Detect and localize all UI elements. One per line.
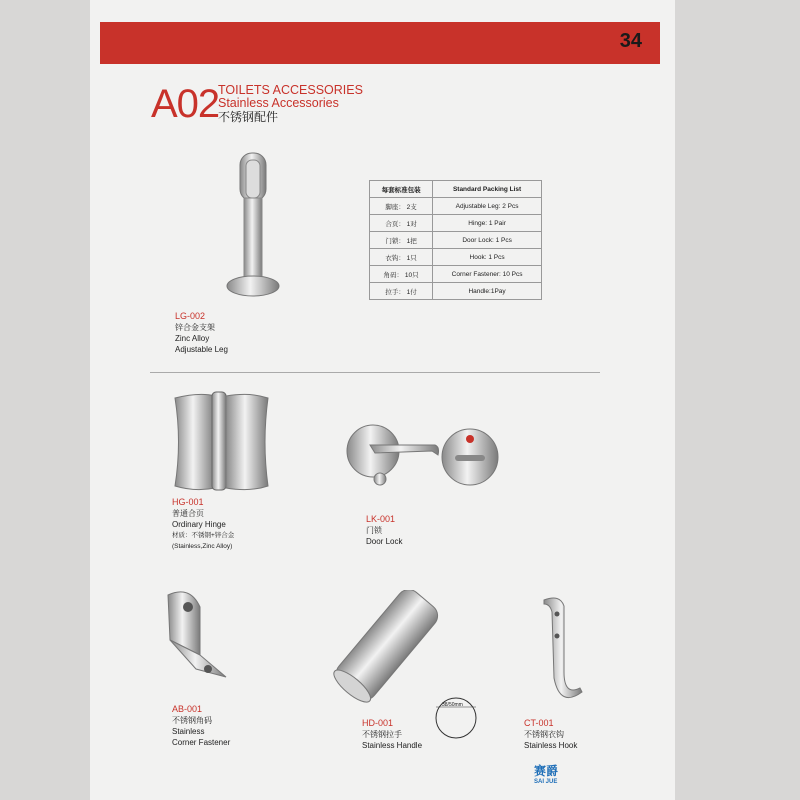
logo-en: SAI JUE [534,779,558,785]
product-cn: 门锁 [366,526,382,535]
page-number: 34 [619,30,642,52]
caption-lg002 [175,311,228,355]
logo-cn: 赛爵 [534,764,559,778]
caption-lk001 [366,514,402,547]
product-desc: Stainless Handle [362,741,423,750]
table-cell: 门锁： 1把 [370,232,433,249]
handle-dimension-label: 38/50mm [442,702,463,708]
product-cn: 不锈钢角码 [172,716,212,725]
title-line-2: Stainless Accessories [218,96,339,110]
handle-image [330,590,440,705]
product-cn: 普通合页 [172,509,204,518]
title-cn: 不锈钢配件 [218,110,279,124]
table-cell: 合页： 1对 [370,215,433,232]
product-cn: 不锈钢衣钩 [524,730,564,739]
table-cell: Hinge: 1 Pair [433,215,542,232]
table-row [370,249,542,266]
table-cell: 脚座： 2支 [370,198,433,215]
table-header-row [370,181,542,198]
product-code: LK-001 [366,514,396,524]
product-cn: 不锈钢拉手 [362,730,402,739]
caption-hg001 [172,497,234,552]
product-code: AB-001 [172,704,203,714]
table-cell: 角码： 10只 [370,266,433,283]
table-header: 每套标准包装 [370,181,433,198]
product-cn: 锌合金支架 [175,323,215,332]
product-desc: 材质：不锈钢+锌合金 [172,532,235,539]
corner-fastener-image [160,585,230,700]
hinge-image [170,390,280,495]
packing-table [369,180,542,300]
product-desc: Door Lock [366,537,403,546]
caption-ab001 [172,704,230,748]
table-row [370,266,542,283]
table-cell: Adjustable Leg: 2 Pcs [433,198,542,215]
table-cell: Corner Fastener: 10 Pcs [433,266,542,283]
brand-logo [534,762,558,785]
table-row [370,198,542,215]
header-bar [100,22,660,64]
product-desc: Adjustable Leg [175,345,228,354]
table-row [370,215,542,232]
product-desc: Stainless [172,727,205,736]
product-desc: Ordinary Hinge [172,520,226,529]
table-header: Standard Packing List [433,181,542,198]
caption-ct001 [524,718,577,751]
product-code: LG-002 [175,311,206,321]
title-line-1: TOILETS ACCESSORIES [218,83,363,97]
table-cell: Handle:1Pay [433,283,542,300]
caption-hd001 [362,718,422,751]
product-desc: Zinc Alloy [175,334,210,343]
product-code: HD-001 [362,718,394,728]
product-code: CT-001 [524,718,554,728]
table-cell: 衣钩： 1只 [370,249,433,266]
product-desc: (Stainless,Zinc Alloy) [172,543,233,550]
hook-image [530,592,590,712]
table-row [370,232,542,249]
product-desc: Corner Fastener [172,738,231,747]
product-code: HG-001 [172,497,204,507]
adjustable-leg-image [222,148,292,308]
product-desc: Stainless Hook [524,741,578,750]
divider [150,372,600,373]
table-cell: 拉手： 1付 [370,283,433,300]
door-lock-image [340,415,510,495]
table-cell: Hook: 1 Pcs [433,249,542,266]
section-title [218,84,363,124]
table-cell: Door Lock: 1 Pcs [433,232,542,249]
table-row [370,283,542,300]
section-code: A02 [151,82,220,126]
